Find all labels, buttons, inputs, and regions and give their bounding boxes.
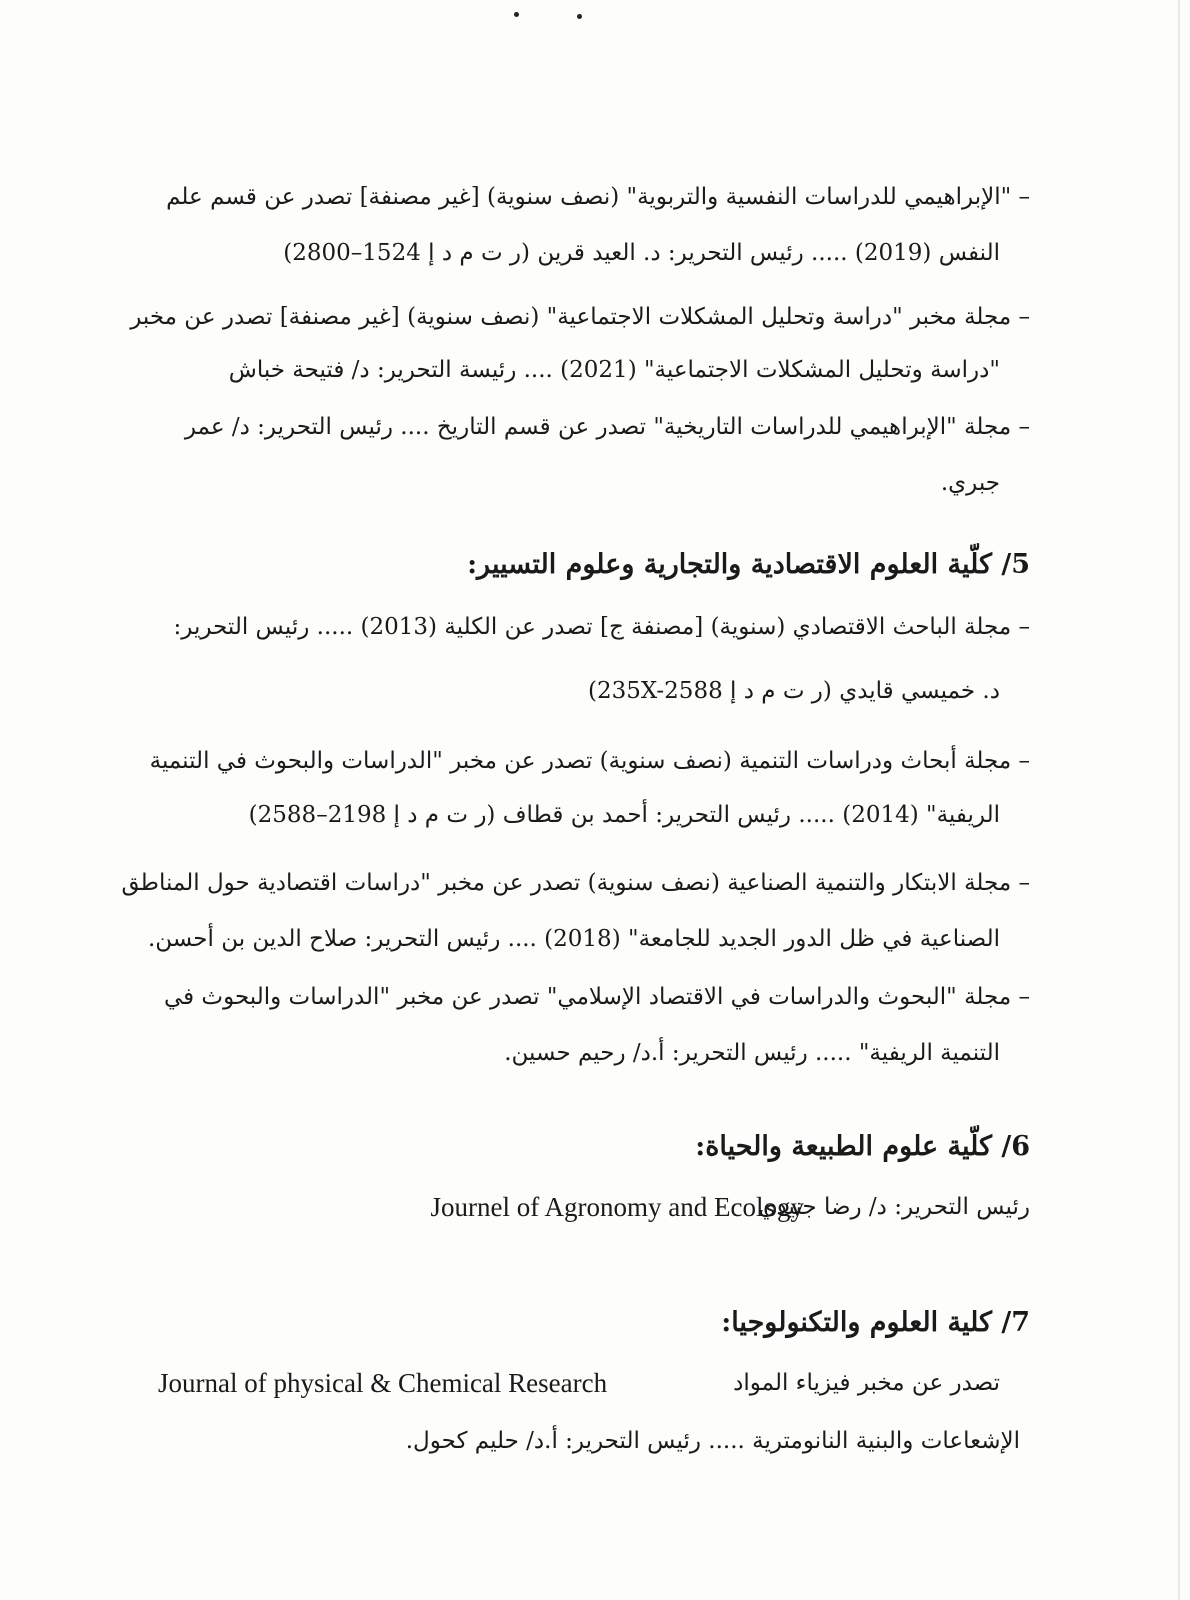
journal-item-line: – "الإبراهيمي للدراسات النفسية والتربوية" (نصف سنوية) [غير مصنفة] تصدر عن قسم علم: [166, 184, 1030, 210]
journal-item-line: – مجلة "البحوث والدراسات في الاقتصاد الإسلامي" تصدر عن مخبر "الدراسات والبحوث في: [163, 984, 1030, 1010]
journal-item-line: النفس (2019) ..... رئيس التحرير: د. العيد قرين (ر ت م د إ 1524–2800): [283, 240, 1000, 266]
journal-item-line: – مجلة الباحث الاقتصادي (سنوية) [مصنفة ج] تصدر عن الكلية (2013) ..... رئيس التحرير:: [173, 614, 1030, 640]
section-heading: 6/ كلّية علوم الطبيعة والحياة:: [695, 1131, 1030, 1162]
scan-mark: [577, 14, 582, 19]
section-heading: 7/ كلية العلوم والتكنولوجيا:: [721, 1307, 1030, 1338]
journal-item-line: – مجلة الابتكار والتنمية الصناعية (نصف سنوية) تصدر عن مخبر "دراسات اقتصادية حول المناطق: [121, 870, 1030, 896]
journal-item-line: "دراسة وتحليل المشكلات الاجتماعية" (2021) .... رئيسة التحرير: د/ فتيحة خباش: [228, 357, 1000, 383]
section-heading: 5/ كلّية العلوم الاقتصادية والتجارية وعلوم التسيير:: [467, 549, 1030, 580]
journal-item-line: التنمية الريفية" ..... رئيس التحرير: أ.د/ رحيم حسين.: [504, 1040, 1000, 1066]
journal-item-line: د. خميسي قايدي (ر ت م د إ 235X-2588): [587, 678, 1000, 704]
publisher-line: تصدر عن مخبر فيزياء المواد: [733, 1370, 1000, 1396]
journal-item-line: – مجلة "الإبراهيمي للدراسات التاريخية" تصدر عن قسم التاريخ .... رئيس التحرير: د/ عمر: [184, 414, 1030, 440]
editor-line: رئيس التحرير: د/ رضا جنيدي: [758, 1194, 1030, 1220]
journal-item-line: – مجلة أبحاث ودراسات التنمية (نصف سنوية) تصدر عن مخبر "الدراسات والبحوث في التنمية: [149, 748, 1030, 774]
scan-mark: [514, 12, 519, 17]
journal-item-line: جبري.: [940, 470, 1000, 496]
editor-line: الإشعاعات والبنية النانومترية ..... رئيس التحرير: أ.د/ حليم كحول.: [405, 1428, 1020, 1454]
journal-title-latin: Journal of physical & Chemical Research: [158, 1368, 608, 1398]
journal-item-line: – مجلة مخبر "دراسة وتحليل المشكلات الاجتماعية" (نصف سنوية) [غير مصنفة] تصدر عن مخبر: [130, 304, 1030, 330]
journal-title-latin: Journel of Agronomy and Ecology: [430, 1192, 804, 1222]
journal-item-line: الصناعية في ظل الدور الجديد للجامعة" (2018) .... رئيس التحرير: صلاح الدين بن أحسن.: [147, 926, 1000, 952]
journal-item-line: الريفية" (2014) ..... رئيس التحرير: أحمد بن قطاف (ر ت م د إ 2198–2588): [248, 802, 1000, 828]
page-edge: [1178, 0, 1180, 1600]
